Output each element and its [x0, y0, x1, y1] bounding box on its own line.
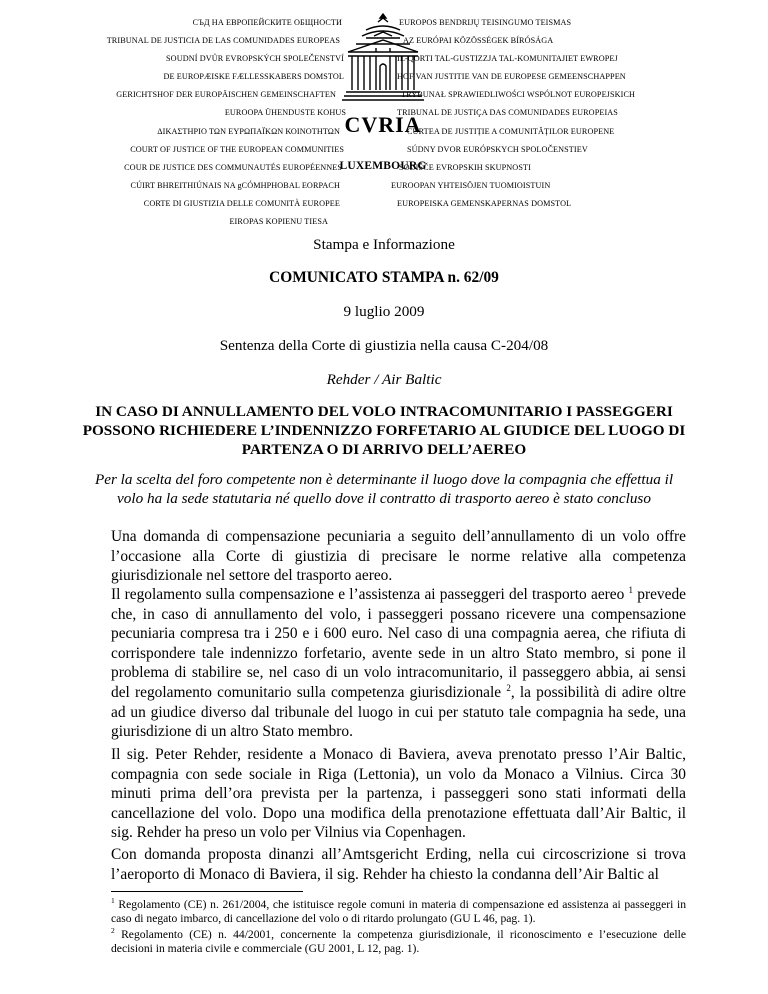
court-name: COUR DE JUSTICE DES COMMUNAUTÉS EUROPÉENNES	[124, 162, 342, 172]
footnote-ref: 2	[506, 682, 511, 693]
paragraph-text: prevede che, in caso di annullamento del volo, i passeggeri possano ricevere una compensazione pecuniaria compresa tra i 250 e i 600 euro. Nel caso di una compagnia aerea, che rifiuta di corrispondere tale indennizzo forfetario, avente sede in un altro Stato membro, si pone il problema di stabilire se, nel caso di un volo intracomunitario, il passeggero abbia, ai sensi del regolamento comunitario sulla competenza giurisdizionale	[111, 586, 686, 701]
curia-logo	[318, 8, 448, 176]
court-name: ΔΙΚΑΣΤΗΡΙΟ ΤΩΝ ΕΥΡΩΠΑΪΚΩΝ ΚΟΙΝΟΤΗΤΩΝ	[157, 126, 340, 136]
footnote-ref: 1	[628, 584, 634, 595]
case-name: Rehder / Air Baltic	[326, 371, 442, 388]
court-name: EUROOPA ÜHENDUSTE KOHUS	[224, 108, 346, 118]
court-name: TRYBUNAŁ SPRAWIEDLIWOŚCI WSPÓLNOT EUROPEJSKICH	[401, 90, 636, 100]
court-names-left	[106, 14, 346, 231]
press-release-title: COMUNICATO STAMPA n. 62/09	[269, 269, 499, 286]
court-building-icon	[318, 8, 448, 118]
footnote-number: 2	[111, 926, 115, 936]
court-name: TRIBUNAL DE JUSTIÇA DAS COMUNIDADES EUROPEIAS	[397, 108, 618, 118]
court-name: CÚIRT BHREITHIÚNAIS NA gCÓMHPHOBAL EORPACH	[130, 180, 340, 190]
court-name: EIROPAS KOPIENU TIESA	[229, 217, 328, 227]
footnote-text: Regolamento (CE) n. 261/2004, che istituisce regole comuni in materia di compensazione ed assistenza ai passeggeri in caso di negato imbarco, di cancellazione del volo o di ritardo prolungato (GU L 46, pag. 1).	[111, 898, 686, 926]
court-name: DE EUROPÆISKE FÆLLESSKABERS DOMSTOL	[163, 72, 344, 82]
court-name: SOUDNÍ DVŮR EVROPSKÝCH SPOLEČENSTVÍ	[166, 54, 344, 64]
headline: IN CASO DI ANNULLAMENTO DEL VOLO INTRACOMUNITARIO I PASSEGGERI POSSONO RICHIEDERE L’INDENNIZZO FORFETARIO AL GIUDICE DEL LUOGO DI PARTENZA O DI ARRIVO DELL’AEREO	[82, 403, 686, 458]
court-name: IL-QORTI TAL-GUSTIZZJA TAL-KOMUNITAJIET EWROPEJ	[397, 54, 618, 64]
court-name: COURT OF JUSTICE OF THE EUROPEAN COMMUNITIES	[130, 144, 344, 154]
court-name: AZ EURÓPAI KÖZÖSSÉGEK BÍRÓSÁGA	[403, 36, 554, 46]
court-name: GERICHTSHOF DER EUROPÄISCHEN GEMEINSCHAFTEN	[116, 90, 336, 100]
court-name: СЪД НА ЕВРОПЕЙСКИТЕ ОБЩНОСТИ	[192, 18, 342, 27]
court-name: EUROPEISKA GEMENSKAPERNAS DOMSTOL	[397, 198, 572, 208]
paragraph: Con domanda proposta dinanzi all’Amtsgericht Erding, nella cui circoscrizione si trova l’aeroporto di Monaco di Baviera, il sig. Rehder ha chiesto la condanna dell’Air Baltic al	[111, 846, 686, 883]
office-name: Stampa e Informazione	[313, 236, 455, 253]
court-name: SODIŠČE EVROPSKIH SKUPNOSTI	[399, 162, 531, 172]
court-name: EUROOPAN YHTEISÖJEN TUOMIOISTUIN	[391, 180, 551, 190]
paragraph: Una domanda di compensazione pecuniaria a seguito dell’annullamento di un volo offre l’occasione alla Corte di giustizia di precisare le norme relative alla competenza giurisdizionale nel settore del trasporto aereo.	[111, 528, 686, 585]
court-name: TRIBUNAL DE JUSTICIA DE LAS COMUNIDADES EUROPEAS	[106, 36, 340, 46]
footnote-divider	[111, 891, 303, 892]
court-name: SÚDNY DVOR EURÓPSKYCH SPOLOČENSTIEV	[407, 144, 588, 154]
footnote	[111, 898, 686, 927]
paragraph-text: Il regolamento sulla compensazione e l’assistenza ai passeggeri del trasporto aereo	[111, 586, 629, 603]
judgment-reference: Sentenza della Corte di giustizia nella causa C-204/08	[219, 337, 549, 354]
subheadline: Per la scelta del foro competente non è determinante il luogo dove la compagnia che effettua il volo ha la sede statutaria né quello dove il contratto di trasporto aereo è stato concluso	[94, 471, 674, 507]
court-name: EUROPOS BENDRIJŲ TEISINGUMO TEISMAS	[399, 18, 572, 27]
city-name: LUXEMBOURG	[339, 160, 427, 172]
paragraph	[111, 585, 686, 742]
paragraph-text: , la possibilità di adire oltre ad un giudice diverso dal tribunale del luogo in cui per statuto tale compagnia ha sede, una giurisdizione di un altro Stato membro.	[111, 683, 686, 741]
curia-wordmark: CVRIA	[344, 112, 422, 137]
paragraph: Il sig. Peter Rehder, residente a Monaco di Baviera, aveva prenotato presso l’Air Baltic, compagnia con sede sociale in Riga (Lettonia), un volo da Monaco a Vilnius. Circa 30 minuti prima dell’ora prevista per la partenza, i passeggeri sono stati informati della cancellazione del volo. Dopo una modifica della prenotazione effettuata dall’Air Baltic, il sig. Rehder ha preso un volo per Vilnius via Copenhagen.	[111, 746, 686, 842]
footnote	[111, 928, 686, 957]
court-name: CURTEA DE JUSTIȚIE A COMUNITĂȚILOR EUROPENE	[407, 126, 615, 136]
court-name: CORTE DI GIUSTIZIA DELLE COMUNITÀ EUROPEE	[143, 198, 340, 208]
court-name: HOF VAN JUSTITIE VAN DE EUROPESE GEMEENSCHAPPEN	[397, 72, 626, 82]
footnote-number: 1	[111, 896, 115, 906]
release-date: 9 luglio 2009	[343, 303, 425, 320]
footnote-text: Regolamento (CE) n. 44/2001, concernente la competenza giurisdizionale, il riconoscimento e l’esecuzione delle decisioni in materia civile e commerciale (GU 2001, L 12, pag. 1).	[111, 928, 686, 956]
